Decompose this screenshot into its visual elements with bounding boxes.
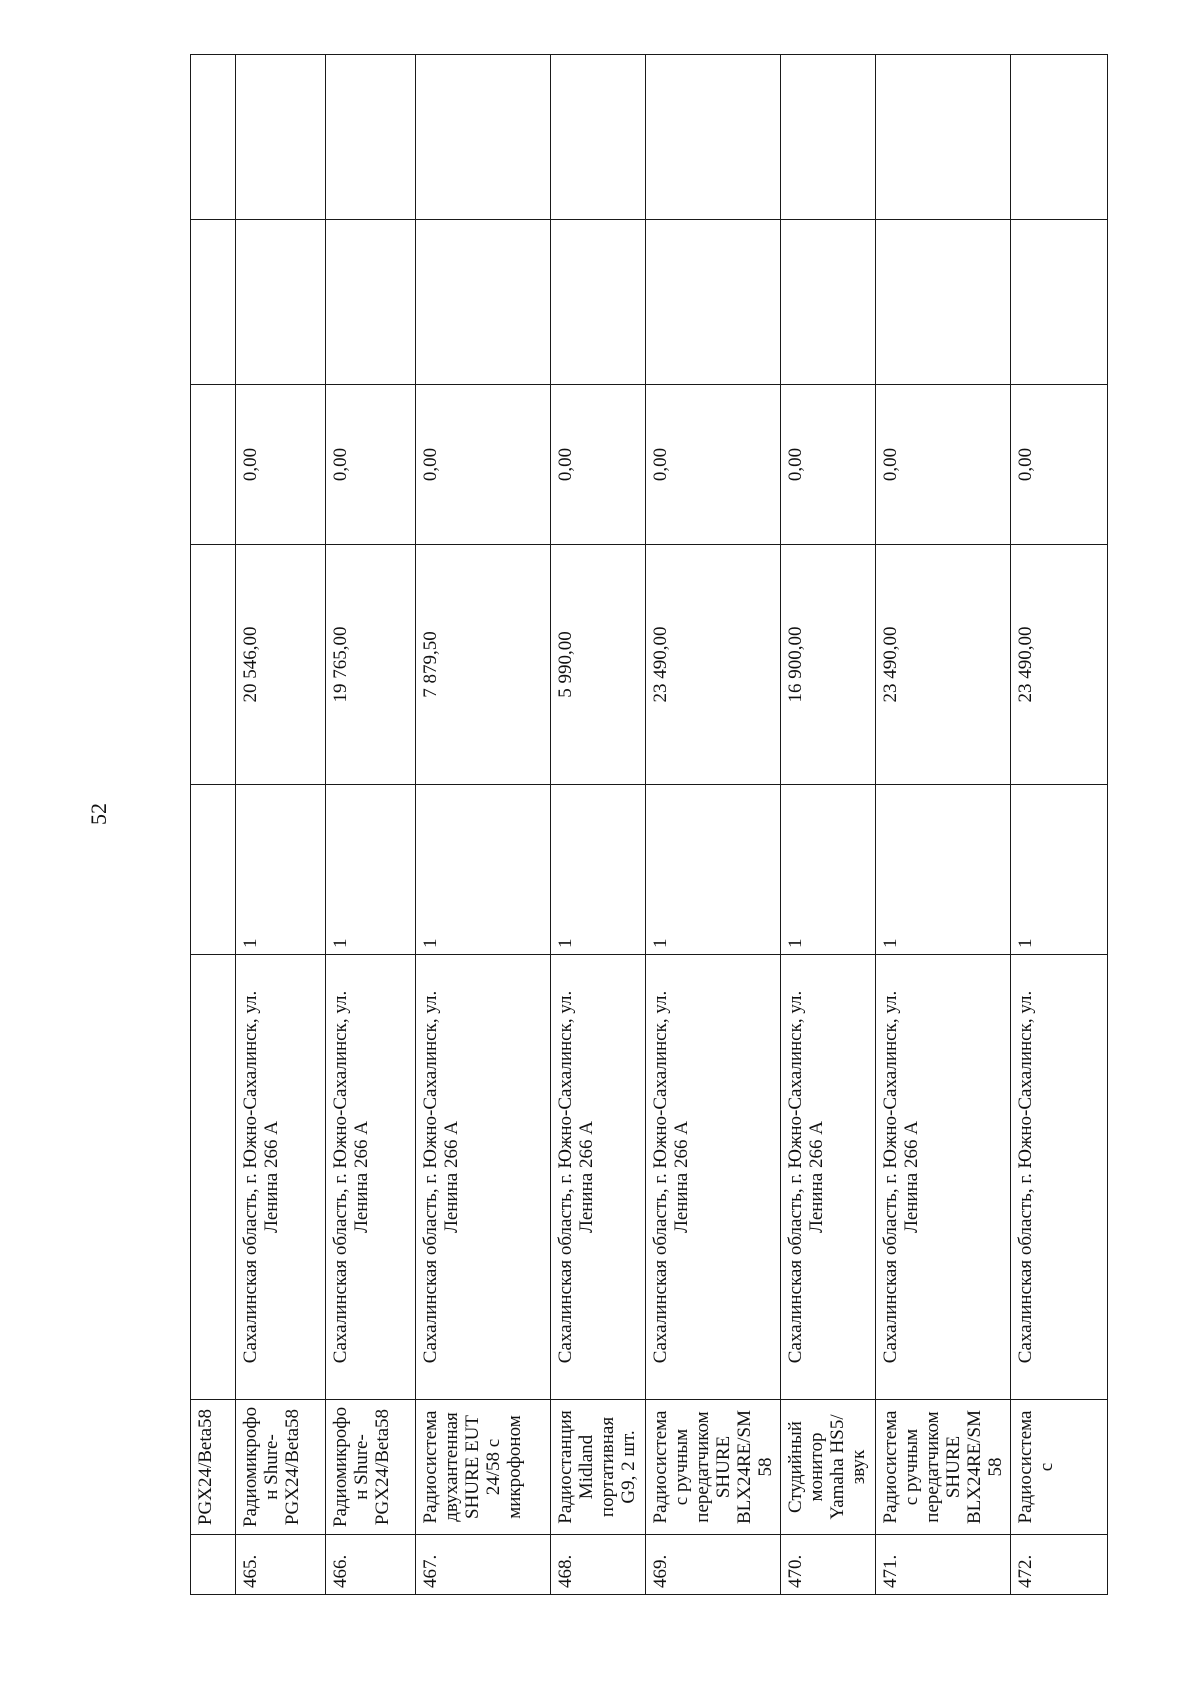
address-cell: Сахалинская область, г. Южно-Сахалинск, ул. Ленина 266 А bbox=[876, 955, 1011, 1400]
depreciation-cell bbox=[191, 385, 236, 545]
empty-cell bbox=[1011, 220, 1108, 385]
address-cell: Сахалинская область, г. Южно-Сахалинск, ул. Ленина 266 А bbox=[781, 955, 876, 1400]
depreciation-cell: 0,00 bbox=[236, 385, 326, 545]
address-cell bbox=[191, 955, 236, 1400]
address-cell: Сахалинская область, г. Южно-Сахалинск, ул. bbox=[1011, 955, 1108, 1400]
cost-cell: 7 879,50 bbox=[416, 545, 551, 785]
empty-cell bbox=[646, 220, 781, 385]
row-number-cell: 470. bbox=[781, 1535, 876, 1595]
quantity-cell: 1 bbox=[1011, 785, 1108, 955]
empty-cell bbox=[416, 220, 551, 385]
depreciation-cell: 0,00 bbox=[781, 385, 876, 545]
row-number-cell: 468. bbox=[551, 1535, 646, 1595]
table-row bbox=[236, 55, 326, 1595]
row-number-cell: 465. bbox=[236, 1535, 326, 1595]
quantity-cell: 1 bbox=[876, 785, 1011, 955]
item-name-cell: Студийный монитор Yamaha HS5/звук bbox=[781, 1400, 876, 1535]
item-name-cell: Радиосистема с ручным передатчиком SHURE BLX24RE/SM58 bbox=[646, 1400, 781, 1535]
rotated-table-wrapper bbox=[190, 55, 1108, 1595]
row-number-cell bbox=[191, 1535, 236, 1595]
cost-cell: 16 900,00 bbox=[781, 545, 876, 785]
cost-cell: 5 990,00 bbox=[551, 545, 646, 785]
table-row bbox=[551, 55, 646, 1595]
depreciation-cell: 0,00 bbox=[551, 385, 646, 545]
empty-cell bbox=[781, 55, 876, 220]
empty-cell bbox=[646, 55, 781, 220]
table-row bbox=[646, 55, 781, 1595]
depreciation-cell: 0,00 bbox=[416, 385, 551, 545]
table-row bbox=[326, 55, 416, 1595]
empty-cell bbox=[191, 220, 236, 385]
row-number-cell: 466. bbox=[326, 1535, 416, 1595]
page-number: 52 bbox=[86, 803, 111, 825]
cost-cell: 19 765,00 bbox=[326, 545, 416, 785]
cost-cell: 20 546,00 bbox=[236, 545, 326, 785]
cost-cell: 23 490,00 bbox=[1011, 545, 1108, 785]
row-number-cell: 469. bbox=[646, 1535, 781, 1595]
quantity-cell: 1 bbox=[326, 785, 416, 955]
empty-cell bbox=[551, 220, 646, 385]
row-number-cell: 467. bbox=[416, 1535, 551, 1595]
cost-cell bbox=[191, 545, 236, 785]
depreciation-cell: 0,00 bbox=[646, 385, 781, 545]
empty-cell bbox=[326, 55, 416, 220]
item-name-cell: Радиосистема с bbox=[1011, 1400, 1108, 1535]
quantity-cell: 1 bbox=[646, 785, 781, 955]
empty-cell bbox=[876, 55, 1011, 220]
depreciation-cell: 0,00 bbox=[326, 385, 416, 545]
item-name-cell: Радиостанция Midland портативная G9, 2 шт. bbox=[551, 1400, 646, 1535]
cost-cell: 23 490,00 bbox=[876, 545, 1011, 785]
quantity-cell: 1 bbox=[236, 785, 326, 955]
empty-cell bbox=[191, 55, 236, 220]
empty-cell bbox=[236, 55, 326, 220]
table-row bbox=[1011, 55, 1108, 1595]
row-number-cell: 472. bbox=[1011, 1535, 1108, 1595]
item-name-cell: Радиомикрофон Shure-PGX24/Beta58 bbox=[326, 1400, 416, 1535]
empty-cell bbox=[781, 220, 876, 385]
quantity-cell bbox=[191, 785, 236, 955]
empty-cell bbox=[236, 220, 326, 385]
quantity-cell: 1 bbox=[416, 785, 551, 955]
address-cell: Сахалинская область, г. Южно-Сахалинск, ул. Ленина 266 А bbox=[236, 955, 326, 1400]
quantity-cell: 1 bbox=[781, 785, 876, 955]
empty-cell bbox=[416, 55, 551, 220]
item-name-cell: Радиосистема двухантенная SHURE EUT 24/58 с микрофоном bbox=[416, 1400, 551, 1535]
item-name-cell: Радиомикрофон Shure-PGX24/Beta58 bbox=[236, 1400, 326, 1535]
table-row bbox=[876, 55, 1011, 1595]
table-row bbox=[416, 55, 551, 1595]
cost-cell: 23 490,00 bbox=[646, 545, 781, 785]
empty-cell bbox=[326, 220, 416, 385]
row-number-cell: 471. bbox=[876, 1535, 1011, 1595]
depreciation-cell: 0,00 bbox=[876, 385, 1011, 545]
empty-cell bbox=[876, 220, 1011, 385]
empty-cell bbox=[551, 55, 646, 220]
item-name-cell: PGX24/Beta58 bbox=[191, 1400, 236, 1535]
address-cell: Сахалинская область, г. Южно-Сахалинск, ул. Ленина 266 А bbox=[551, 955, 646, 1400]
address-cell: Сахалинская область, г. Южно-Сахалинск, ул. Ленина 266 А bbox=[646, 955, 781, 1400]
table-row bbox=[781, 55, 876, 1595]
address-cell: Сахалинская область, г. Южно-Сахалинск, ул. Ленина 266 А bbox=[416, 955, 551, 1400]
empty-cell bbox=[1011, 55, 1108, 220]
quantity-cell: 1 bbox=[551, 785, 646, 955]
continuation-row bbox=[191, 55, 236, 1595]
item-name-cell: Радиосистема с ручным передатчиком SHURE BLX24RE/SM58 bbox=[876, 1400, 1011, 1535]
property-register-table bbox=[190, 54, 1108, 1595]
address-cell: Сахалинская область, г. Южно-Сахалинск, ул. Ленина 266 А bbox=[326, 955, 416, 1400]
depreciation-cell: 0,00 bbox=[1011, 385, 1108, 545]
